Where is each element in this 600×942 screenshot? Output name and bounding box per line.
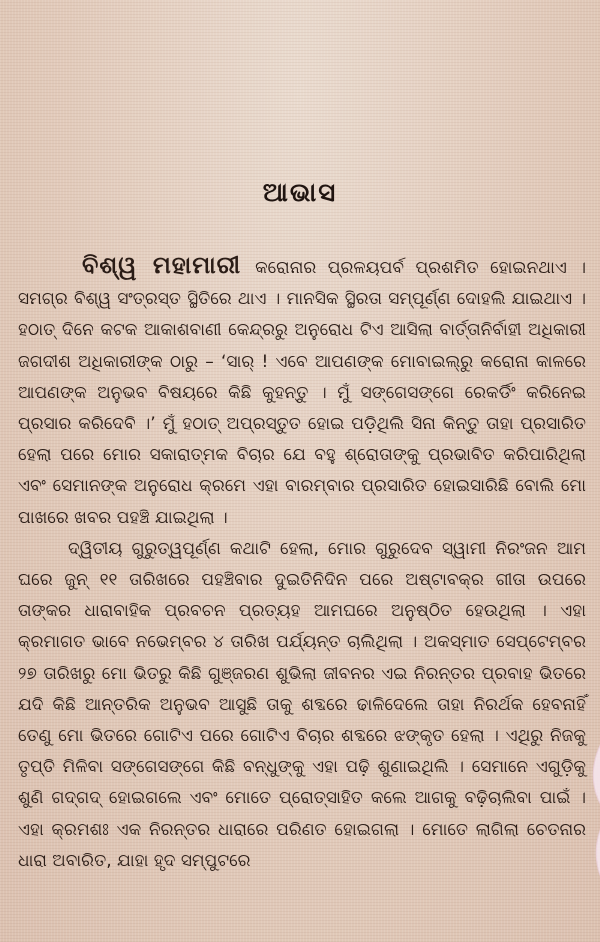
paragraph-text: ଦ୍ୱିତୀୟ ଗୁରୁତ୍ୱପୂର୍ଣ୍ଣ କଥାଟି ହେଲା, ମୋର ଗୁରୁଦେବ ସ୍ୱାମୀ ନିରଂଜନ ଆମ ଘରେ ଜୁନ୍ ୧୧ ତାରିଖରେ ପହଞ୍ଚିବାର ଦୁଇତିନିଦିନ ପରେ ଅଷ୍ଟାବକ୍ର ଗୀତା ଉପରେ ତାଙ୍କର ଧାରାବାହିକ ପ୍ରବଚନ ପ୍ରତ୍ୟହ ଆମଘରେ ଅନୁଷ୍ଠିତ ହେଉଥିଲା । ଏହା କ୍ରମାଗତ ଭାବେ ନଭେମ୍ବର ୪ ତାରିଖ ପର୍ଯ୍ୟନ୍ତ ଚାଲିଥିଲା । ଅକସ୍ମାତ ସେପ୍ଟେମ୍ବର ୨୭ ତାରିଖରୁ ମୋ ଭିତରୁ କିଛି ଗୁଞ୍ଜରଣ ଶୁଭିଲା ଜୀବନର ଏଇ ନିରନ୍ତର ପ୍ରବାହ ଭିତରେ ଯଦି କିଛି ଆନ୍ତରିକ ଅନୁଭବ ଆସୁଛି ତାକୁ ଶବ୍ଦରେ ଢାଳିଦେଲେ ତାହା ନିରର୍ଥକ ହେବନାହିଁ ତେଣୁ ମୋ ଭିତରେ ଗୋଟିଏ ପରେ ଗୋଟିଏ ବିଚାର ଶବ୍ଦରେ ଝଙ୍କୃତ ହେଲା । ଏଥିରୁ ନିଜକୁ ତୃପ୍ତି ମିଳିବା ସଙ୍ଗେସଙ୍ଗେ କିଛି ବନ୍ଧୁଙ୍କୁ ଏହା ପଢ଼ି ଶୁଣାଇଥିଲି । ସେମାନେ ଏଗୁଡ଼ିକୁ ଶୁଣି ଗଦ୍‌ଗଦ୍ ହୋଇଗଲେ ଏବଂ ମୋତେ ପ୍ରୋତ୍ସାହିତ କଲେ ଆଗକୁ ବଢ଼ିଚାଲିବା ପାଇଁ । ଏହା କ୍ରମଶଃ ଏକ ନିରନ୍ତର ଧାରାରେ ପରିଣତ ହୋଇଗଲା । ମୋତେ ଲାଗିଲା ଚେତନାର ଧାରା ଅବାରିତ, ଯାହା ହୃଦ ସମ୍ପୁଟରେ bbox=[18, 538, 586, 871]
body-text bbox=[18, 250, 586, 877]
page-title: ଆଭାସ bbox=[262, 178, 338, 208]
paragraph-1 bbox=[18, 250, 586, 534]
flower-petal-icon bbox=[578, 720, 600, 940]
lead-heading: ବିଶ୍ୱ ମହାମାରୀ bbox=[82, 251, 242, 279]
paragraph-2 bbox=[18, 534, 586, 877]
paragraph-text: କରୋନାର ପ୍ରଳୟପର୍ବ ପ୍ରଶମିତ ହୋଇନଥାଏ । ସମଗ୍ର ବିଶ୍ୱ ସଂତ୍ରସ୍ତ ସ୍ଥିତିରେ ଥାଏ । ମାନସିକ ସ୍ଥିରତା ସମ୍ପୂର୍ଣ୍ଣ ଦୋହଲି ଯାଇଥାଏ । ହଠାତ୍ ଦିନେ କଟକ ଆକାଶବାଣୀ କେନ୍ଦ୍ରରୁ ଅନୁରୋଧ ଟିଏ ଆସିଲା ବାର୍ତ୍ତାନିର୍ବାହୀ ଅଧିକାରୀ ଜଗଦୀଶ ଅଧିକାରୀଙ୍କ ଠାରୁ – ‘ସାର୍ ! ଏବେ ଆପଣଙ୍କ ମୋବାଇଲ୍‌ରୁ କରୋନା କାଳରେ ଆପଣଙ୍କ ଅନୁଭବ ବିଷୟରେ କିଛି କୁହନ୍ତୁ । ମୁଁ ସଙ୍ଗେସଙ୍ଗେ ରେକର୍ଡିଂ କରିନେଇ ପ୍ରସାର କରିଦେବି ।’ ମୁଁ ହଠାତ୍ ଅପ୍ରସ୍ତୁତ ହୋଇ ପଡ଼ିଥିଲି ସିନା କିନ୍ତୁ ତାହା ପ୍ରସାରିତ ହେଲା ପରେ ମୋର ସକାରାତ୍ମକ ବିଚାର ଯେ ବହୁ ଶ୍ରୋତାଙ୍କୁ ପ୍ରଭାବିତ କରିପାରିଥିଲା ଏବଂ ସେମାନଙ୍କ ଅନୁରୋଧ କ୍ରମେ ଏହା ବାରମ୍ବାର ପ୍ରସାରିତ ହୋଇସାରିଛି ବୋଲି ମୋ ପାଖରେ ଖବର ପହଞ୍ଚି ଯାଇଥିଲା । bbox=[18, 258, 586, 528]
